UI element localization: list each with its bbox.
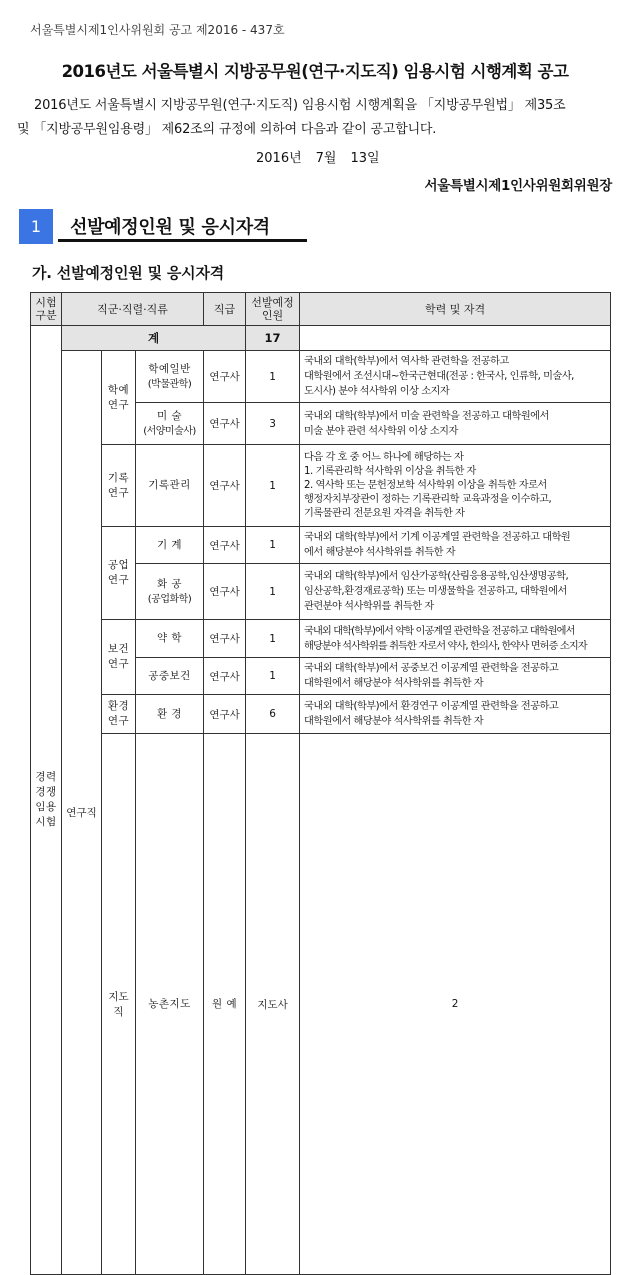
table-header-row [31,293,611,326]
qualification-cell [300,564,611,620]
job-name: 학예일반 [148,362,191,375]
total-empty [300,326,611,351]
series-environment: 환경연구 [102,695,136,734]
qual-line: 기록물관리 전문요원 자격을 취득한 자 [304,507,465,519]
intro-line-1: 2016년도 서울특별시 지방공무원(연구·지도직) 임용시험 시행계획을 「지방공무원법」 제35조 [34,98,566,113]
group-guidance: 지도직 [102,734,136,1275]
rank-cell: 연구사 [204,695,246,734]
qual-line: 행정자치부장관이 정하는 기록관리학 교육과정을 이수하고, [304,493,552,505]
table-row [31,620,611,658]
signer: 서울특별시제1인사위원회위원장 [424,178,612,194]
series-health: 보건연구 [102,620,136,695]
qualification-cell [300,527,611,564]
requirements-table [30,292,611,1275]
date-day: 13일 [350,151,380,166]
job-cell [136,564,204,620]
quota-cell: 3 [246,403,300,445]
quota-cell: 1 [246,564,300,620]
qual-line: 국내외 대학(학부)에서 임산가공학(산림응용공학,임산생명공학, [304,571,569,582]
qual-line: 다음 각 호 중 어느 하나에 해당하는 자 [304,451,464,463]
job-cell: 원 예 [204,734,246,1275]
section-title: 선발예정인원 및 응시자격 [70,217,270,238]
qual-line: 해당분야 석사학위를 취득한 자로서 약사, 한의사, 한약사 면허증 소지자 [304,640,587,652]
job-cell [136,351,204,403]
qual-line: 2. 역사학 또는 문헌정보학 석사학위 이상을 취득한 자로서 [304,479,547,491]
job-cell: 환 경 [136,695,204,734]
qual-line: 국내외 대학(학부)에서 역사학 관련학을 전공하고 [304,356,509,367]
qual-line: 국내외 대학(학부)에서 미술 관련학을 전공하고 대학원에서 [304,410,549,422]
notice-number: 서울특별시제1인사위원회 공고 제2016 - 437호 [30,23,285,37]
quota-cell: 1 [246,351,300,403]
table-row-total [31,326,611,351]
qual-line: 국내외 대학(학부)에서 환경연구 이공계열 관련학을 전공하고 [304,701,559,712]
rank-cell: 연구사 [204,564,246,620]
job-cell: 기 계 [136,527,204,564]
series-industrial: 공업연구 [102,527,136,620]
qualification-cell [300,445,611,527]
job-cell [136,403,204,445]
qualification-cell [300,658,611,695]
table-row [31,734,611,1275]
header-category: 직군·직렬·직류 [62,293,204,326]
job-name: 화 공 [156,577,183,590]
rank-cell: 지도사 [246,734,300,1275]
group-research: 연구직 [62,351,102,1275]
job-cell: 기록관리 [136,445,204,527]
qual-line: 에서 해당분야 석사학위를 취득한 자 [304,547,456,558]
rank-cell: 연구사 [204,351,246,403]
qual-line: 국내외 대학(학부)에서 기계 이공계열 관련학을 전공하고 대학원 [304,532,571,543]
quota-cell: 1 [246,527,300,564]
job-name: 미 술 [156,409,183,422]
header-qualification: 학력 및 자격 [300,293,611,326]
subsection-title: 가. 선발예정인원 및 응시자격 [32,264,225,282]
job-cell: 약 학 [136,620,204,658]
date-year: 2016년 [256,151,302,166]
qual-line: 대학원에서 해당분야 석사학위를 취득한 자 [304,678,484,689]
series-records: 기록연구 [102,445,136,527]
rank-cell: 연구사 [204,527,246,564]
exam-type-cell: 경력경쟁임용시험 [31,326,62,1275]
quota-cell: 1 [246,658,300,695]
job-cell: 공중보건 [136,658,204,695]
rank-cell: 연구사 [204,403,246,445]
header-rank: 직급 [204,293,246,326]
qual-line: 국내외 대학(학부)에서 약학 이공계열 관련학을 전공하고 대학원에서 [304,625,575,637]
rank-cell: 연구사 [204,658,246,695]
job-sub: (서양미술사) [143,425,196,437]
total-label: 계 [62,326,246,351]
quota-cell: 6 [246,695,300,734]
table-row [31,695,611,734]
header-quota: 선발예정인원 [246,293,300,326]
quota-cell: 1 [246,620,300,658]
qual-line: 국내외 대학(학부)에서 공중보건 이공계열 관련학을 전공하고 [304,663,559,674]
header-exam-type: 시험구분 [31,293,62,326]
job-sub: (박물관학) [147,378,192,390]
section-number-badge: 1 [19,209,53,244]
rank-cell: 연구사 [204,620,246,658]
job-sub: (공업화학) [147,593,192,605]
table-row [31,351,611,403]
qual-line: 1. 기록관리학 석사학위 이상을 취득한 자 [304,465,476,477]
table-row [31,527,611,564]
date-month: 7월 [315,151,337,166]
qualification-cell [300,620,611,658]
qualification-cell [300,695,611,734]
quota-cell: 1 [246,445,300,527]
qualification-cell [300,403,611,445]
qualification-cell [300,351,611,403]
table-row [31,445,611,527]
qual-line: 도시사) 분야 석사학위 이상 소지자 [304,386,450,397]
section-title-underline [58,239,307,242]
intro-paragraph [17,94,617,142]
qual-line: 대학원에서 해당분야 석사학위를 취득한 자 [304,716,484,727]
series-farm: 농촌지도 [136,734,204,1275]
announcement-date [256,147,394,166]
quota-cell: 2 [300,734,611,1275]
rank-cell: 연구사 [204,445,246,527]
qual-line: 임산공학,환경재료공학) 또는 미생물학을 전공하고, 대학원에서 [304,586,567,597]
series-curatorial: 학예연구 [102,351,136,445]
qual-line: 대학원에서 조선시대~한국근현대(전공 : 한국사, 인류학, 미술사, [304,371,574,382]
qual-line: 관련분야 석사학위를 취득한 자 [304,601,434,612]
qual-line: 미술 분야 관련 석사학위 이상 소지자 [304,425,458,437]
page-title: 2016년도 서울특별시 지방공무원(연구·지도직) 임용시험 시행계획 공고 [61,62,569,81]
intro-line-2: 및 「지방공무원임용령」 제62조의 규정에 의하여 다음과 같이 공고합니다. [17,122,437,137]
total-value: 17 [246,326,300,351]
